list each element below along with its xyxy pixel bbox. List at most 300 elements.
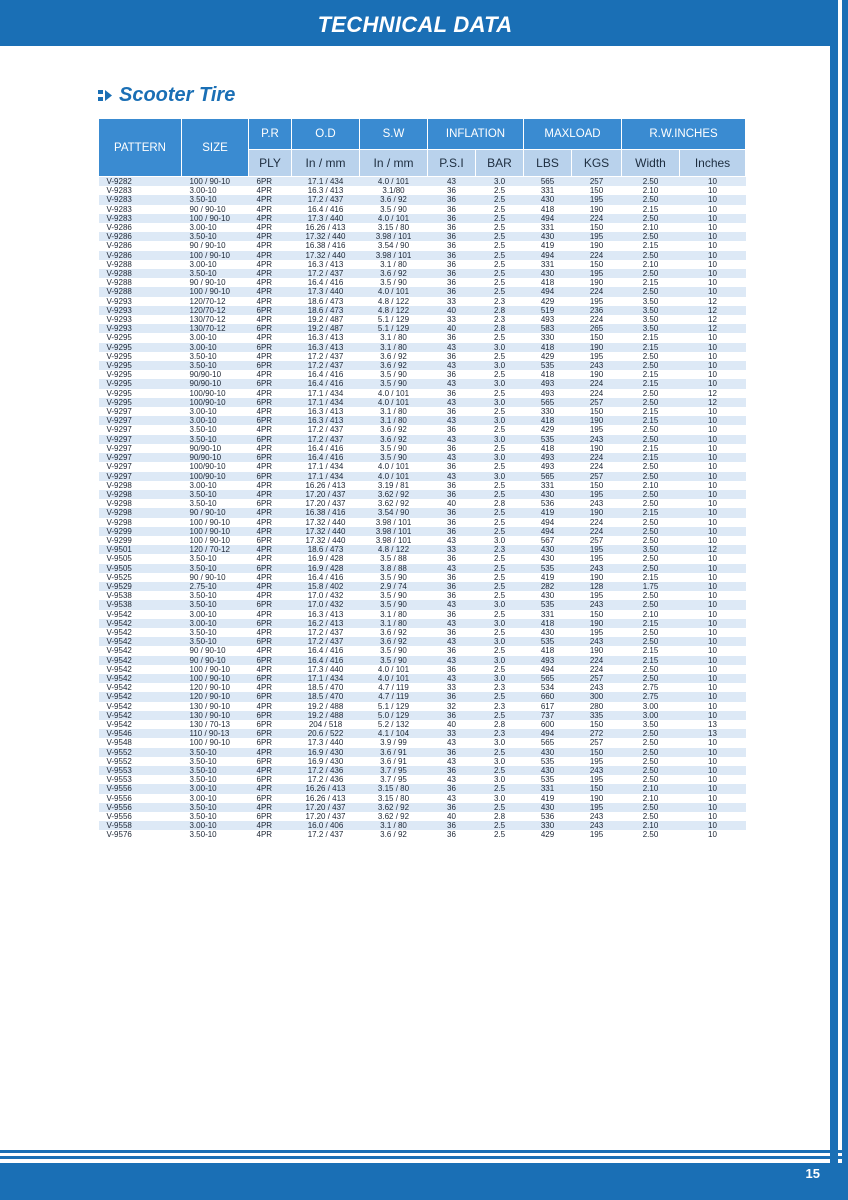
- cell-ply: 6PR: [249, 794, 292, 803]
- cell-pattern: V-9297: [99, 425, 182, 434]
- cell-sw: 3.98 / 101: [360, 251, 428, 260]
- cell-inches: 12: [680, 324, 746, 333]
- cell-bar: 3.0: [476, 674, 524, 683]
- cell-kgs: 243: [572, 564, 622, 573]
- cell-lbs: 430: [524, 269, 572, 278]
- cell-size: 100 / 90-10: [182, 665, 249, 674]
- cell-lbs: 565: [524, 177, 572, 187]
- cell-kgs: 150: [572, 610, 622, 619]
- cell-kgs: 195: [572, 269, 622, 278]
- cell-width: 3.50: [622, 297, 680, 306]
- cell-inches: 10: [680, 582, 746, 591]
- cell-inches: 10: [680, 591, 746, 600]
- cell-lbs: 660: [524, 692, 572, 701]
- cell-pattern: V-9298: [99, 518, 182, 527]
- cell-sw: 3.1 / 80: [360, 260, 428, 269]
- cell-psi: 36: [428, 425, 476, 434]
- cell-kgs: 224: [572, 527, 622, 536]
- cell-sw: 3.15 / 80: [360, 784, 428, 793]
- cell-od: 17.0 / 432: [292, 591, 360, 600]
- cell-kgs: 190: [572, 508, 622, 517]
- cell-inches: 10: [680, 518, 746, 527]
- cell-ply: 4PR: [249, 610, 292, 619]
- table-row: [99, 527, 746, 536]
- cell-pattern: V-9297: [99, 416, 182, 425]
- cell-od: 17.3 / 440: [292, 738, 360, 747]
- cell-lbs: 494: [524, 729, 572, 738]
- cell-sw: 4.0 / 101: [360, 287, 428, 296]
- cell-psi: 36: [428, 232, 476, 241]
- cell-width: 2.50: [622, 389, 680, 398]
- cell-ply: 4PR: [249, 333, 292, 342]
- cell-bar: 3.0: [476, 600, 524, 609]
- cell-bar: 3.0: [476, 775, 524, 784]
- cell-inches: 10: [680, 794, 746, 803]
- table-row: [99, 297, 746, 306]
- cell-kgs: 195: [572, 195, 622, 204]
- subheader-lbs: LBS: [524, 150, 572, 177]
- cell-psi: 36: [428, 665, 476, 674]
- cell-psi: 36: [428, 389, 476, 398]
- cell-lbs: 430: [524, 554, 572, 563]
- cell-bar: 2.5: [476, 425, 524, 434]
- cell-inches: 10: [680, 361, 746, 370]
- cell-width: 3.50: [622, 315, 680, 324]
- cell-pattern: V-9542: [99, 702, 182, 711]
- cell-lbs: 430: [524, 766, 572, 775]
- cell-inches: 10: [680, 241, 746, 250]
- cell-bar: 2.5: [476, 803, 524, 812]
- cell-size: 3.50-10: [182, 830, 249, 839]
- cell-od: 16.4 / 416: [292, 205, 360, 214]
- cell-size: 3.00-10: [182, 481, 249, 490]
- cell-sw: 3.6 / 92: [360, 425, 428, 434]
- cell-kgs: 224: [572, 315, 622, 324]
- cell-width: 2.15: [622, 573, 680, 582]
- cell-sw: 3.62 / 92: [360, 803, 428, 812]
- table-row: [99, 389, 746, 398]
- cell-psi: 36: [428, 195, 476, 204]
- cell-ply: 6PR: [249, 812, 292, 821]
- cell-kgs: 195: [572, 297, 622, 306]
- cell-kgs: 150: [572, 748, 622, 757]
- cell-lbs: 535: [524, 435, 572, 444]
- table-row: [99, 757, 746, 766]
- cell-width: 2.50: [622, 591, 680, 600]
- cell-pattern: V-9542: [99, 720, 182, 729]
- cell-lbs: 429: [524, 352, 572, 361]
- cell-psi: 43: [428, 794, 476, 803]
- cell-size: 100 / 90-10: [182, 287, 249, 296]
- cell-od: 18.6 / 473: [292, 297, 360, 306]
- cell-size: 120/70-12: [182, 297, 249, 306]
- cell-ply: 4PR: [249, 195, 292, 204]
- table-row: [99, 692, 746, 701]
- cell-psi: 36: [428, 260, 476, 269]
- cell-sw: 3.1 / 80: [360, 610, 428, 619]
- cell-psi: 36: [428, 692, 476, 701]
- cell-width: 2.50: [622, 628, 680, 637]
- cell-sw: 3.6 / 91: [360, 748, 428, 757]
- cell-psi: 40: [428, 499, 476, 508]
- cell-psi: 36: [428, 287, 476, 296]
- cell-ply: 6PR: [249, 453, 292, 462]
- cell-bar: 2.5: [476, 241, 524, 250]
- cell-bar: 2.5: [476, 610, 524, 619]
- cell-size: 100 / 90-10: [182, 738, 249, 747]
- cell-inches: 10: [680, 223, 746, 232]
- cell-bar: 3.0: [476, 435, 524, 444]
- cell-psi: 43: [428, 177, 476, 187]
- cell-od: 17.2 / 437: [292, 637, 360, 646]
- table-row: [99, 407, 746, 416]
- cell-bar: 3.0: [476, 472, 524, 481]
- cell-od: 16.9 / 430: [292, 748, 360, 757]
- cell-sw: 3.7 / 95: [360, 766, 428, 775]
- cell-psi: 33: [428, 297, 476, 306]
- cell-od: 16.3 / 413: [292, 333, 360, 342]
- table-row: [99, 343, 746, 352]
- cell-width: 3.00: [622, 711, 680, 720]
- cell-psi: 36: [428, 508, 476, 517]
- cell-inches: 10: [680, 490, 746, 499]
- cell-width: 2.15: [622, 241, 680, 250]
- cell-inches: 10: [680, 619, 746, 628]
- cell-od: 16.0 / 406: [292, 821, 360, 830]
- table-row: [99, 729, 746, 738]
- cell-ply: 4PR: [249, 186, 292, 195]
- cell-pattern: V-9542: [99, 628, 182, 637]
- cell-psi: 43: [428, 361, 476, 370]
- cell-lbs: 419: [524, 573, 572, 582]
- cell-size: 3.50-10: [182, 564, 249, 573]
- cell-lbs: 430: [524, 545, 572, 554]
- table-row: [99, 379, 746, 388]
- cell-lbs: 536: [524, 499, 572, 508]
- cell-sw: 4.0 / 101: [360, 462, 428, 471]
- cell-pattern: V-9293: [99, 297, 182, 306]
- cell-psi: 43: [428, 343, 476, 352]
- cell-pattern: V-9552: [99, 757, 182, 766]
- cell-lbs: 535: [524, 564, 572, 573]
- cell-size: 3.50-10: [182, 435, 249, 444]
- cell-inches: 10: [680, 683, 746, 692]
- cell-od: 17.2 / 437: [292, 361, 360, 370]
- table-row: [99, 545, 746, 554]
- cell-sw: 4.1 / 104: [360, 729, 428, 738]
- cell-psi: 36: [428, 444, 476, 453]
- cell-lbs: 583: [524, 324, 572, 333]
- cell-psi: 36: [428, 784, 476, 793]
- cell-bar: 2.5: [476, 518, 524, 527]
- table-row: [99, 324, 746, 333]
- cell-od: 16.4 / 416: [292, 656, 360, 665]
- cell-psi: 33: [428, 545, 476, 554]
- cell-sw: 3.15 / 80: [360, 794, 428, 803]
- cell-od: 204 / 518: [292, 720, 360, 729]
- cell-od: 16.3 / 413: [292, 416, 360, 425]
- cell-lbs: 429: [524, 830, 572, 839]
- cell-bar: 2.5: [476, 554, 524, 563]
- cell-lbs: 430: [524, 628, 572, 637]
- table-row: [99, 702, 746, 711]
- cell-size: 3.50-10: [182, 766, 249, 775]
- table-row: [99, 315, 746, 324]
- cell-inches: 10: [680, 830, 746, 839]
- cell-pattern: V-9542: [99, 646, 182, 655]
- cell-size: 90 / 90-10: [182, 656, 249, 665]
- cell-inches: 10: [680, 278, 746, 287]
- cell-kgs: 224: [572, 214, 622, 223]
- cell-od: 16.4 / 416: [292, 573, 360, 582]
- cell-ply: 4PR: [249, 315, 292, 324]
- cell-lbs: 331: [524, 223, 572, 232]
- cell-kgs: 195: [572, 830, 622, 839]
- cell-kgs: 128: [572, 582, 622, 591]
- cell-pattern: V-9556: [99, 794, 182, 803]
- subheader-bar: BAR: [476, 150, 524, 177]
- cell-sw: 5.1 / 129: [360, 315, 428, 324]
- header-rw-inches: R.W.INCHES: [622, 119, 746, 150]
- cell-inches: 10: [680, 812, 746, 821]
- cell-lbs: 430: [524, 591, 572, 600]
- right-edge-stripe-gap: [838, 0, 842, 1200]
- cell-psi: 36: [428, 251, 476, 260]
- cell-psi: 43: [428, 775, 476, 784]
- cell-lbs: 419: [524, 508, 572, 517]
- cell-od: 17.1 / 434: [292, 389, 360, 398]
- cell-pattern: V-9282: [99, 177, 182, 187]
- cell-psi: 36: [428, 352, 476, 361]
- cell-pattern: V-9288: [99, 269, 182, 278]
- cell-pattern: V-9293: [99, 324, 182, 333]
- cell-kgs: 300: [572, 692, 622, 701]
- cell-inches: 10: [680, 370, 746, 379]
- cell-pattern: V-9556: [99, 784, 182, 793]
- cell-size: 3.50-10: [182, 195, 249, 204]
- table-row: [99, 821, 746, 830]
- cell-pattern: V-9542: [99, 692, 182, 701]
- cell-ply: 4PR: [249, 527, 292, 536]
- cell-bar: 2.5: [476, 444, 524, 453]
- cell-pattern: V-9286: [99, 251, 182, 260]
- cell-lbs: 331: [524, 481, 572, 490]
- cell-bar: 2.5: [476, 784, 524, 793]
- cell-psi: 43: [428, 398, 476, 407]
- cell-psi: 36: [428, 610, 476, 619]
- cell-lbs: 418: [524, 444, 572, 453]
- cell-width: 2.50: [622, 830, 680, 839]
- cell-ply: 4PR: [249, 389, 292, 398]
- cell-lbs: 535: [524, 637, 572, 646]
- cell-ply: 6PR: [249, 361, 292, 370]
- cell-ply: 6PR: [249, 656, 292, 665]
- cell-lbs: 493: [524, 462, 572, 471]
- cell-bar: 2.5: [476, 508, 524, 517]
- cell-inches: 10: [680, 554, 746, 563]
- cell-pattern: V-9295: [99, 352, 182, 361]
- cell-width: 2.50: [622, 738, 680, 747]
- cell-od: 17.20 / 437: [292, 499, 360, 508]
- cell-sw: 3.6 / 92: [360, 637, 428, 646]
- cell-size: 3.50-10: [182, 490, 249, 499]
- cell-psi: 36: [428, 766, 476, 775]
- cell-od: 17.3 / 440: [292, 287, 360, 296]
- cell-kgs: 243: [572, 435, 622, 444]
- cell-inches: 10: [680, 177, 746, 187]
- cell-od: 18.6 / 473: [292, 306, 360, 315]
- cell-pattern: V-9542: [99, 637, 182, 646]
- cell-size: 100 / 90-10: [182, 214, 249, 223]
- cell-lbs: 331: [524, 260, 572, 269]
- cell-size: 3.50-10: [182, 628, 249, 637]
- cell-sw: 3.7 / 95: [360, 775, 428, 784]
- cell-pattern: V-9542: [99, 619, 182, 628]
- cell-bar: 2.8: [476, 499, 524, 508]
- cell-size: 100 / 90-10: [182, 527, 249, 536]
- table-row: [99, 508, 746, 517]
- cell-psi: 33: [428, 683, 476, 692]
- cell-size: 90 / 90-10: [182, 573, 249, 582]
- cell-size: 3.00-10: [182, 343, 249, 352]
- cell-ply: 4PR: [249, 784, 292, 793]
- cell-kgs: 190: [572, 205, 622, 214]
- cell-ply: 6PR: [249, 738, 292, 747]
- cell-psi: 36: [428, 407, 476, 416]
- cell-kgs: 195: [572, 425, 622, 434]
- cell-kgs: 243: [572, 637, 622, 646]
- cell-pattern: V-9542: [99, 610, 182, 619]
- table-row: [99, 306, 746, 315]
- cell-ply: 4PR: [249, 462, 292, 471]
- cell-pattern: V-9525: [99, 573, 182, 582]
- cell-od: 19.2 / 488: [292, 711, 360, 720]
- cell-width: 2.50: [622, 518, 680, 527]
- table-row: [99, 573, 746, 582]
- cell-size: 120/70-12: [182, 306, 249, 315]
- cell-pattern: V-9501: [99, 545, 182, 554]
- cell-ply: 4PR: [249, 748, 292, 757]
- cell-inches: 10: [680, 260, 746, 269]
- cell-ply: 6PR: [249, 637, 292, 646]
- cell-sw: 3.98 / 101: [360, 518, 428, 527]
- cell-bar: 2.5: [476, 711, 524, 720]
- cell-sw: 3.5 / 90: [360, 278, 428, 287]
- table-row: [99, 287, 746, 296]
- cell-psi: 43: [428, 738, 476, 747]
- cell-kgs: 150: [572, 481, 622, 490]
- cell-psi: 43: [428, 379, 476, 388]
- cell-width: 2.15: [622, 444, 680, 453]
- cell-kgs: 190: [572, 619, 622, 628]
- table-row: [99, 637, 746, 646]
- cell-od: 19.2 / 487: [292, 324, 360, 333]
- cell-lbs: 331: [524, 610, 572, 619]
- cell-inches: 10: [680, 803, 746, 812]
- cell-size: 3.50-10: [182, 637, 249, 646]
- subheader-psi: P.S.I: [428, 150, 476, 177]
- cell-kgs: 150: [572, 260, 622, 269]
- cell-width: 2.50: [622, 195, 680, 204]
- cell-sw: 3.9 / 99: [360, 738, 428, 747]
- cell-sw: 3.1 / 80: [360, 407, 428, 416]
- cell-bar: 2.3: [476, 545, 524, 554]
- cell-ply: 6PR: [249, 692, 292, 701]
- cell-kgs: 257: [572, 674, 622, 683]
- cell-width: 2.50: [622, 757, 680, 766]
- cell-width: 2.15: [622, 646, 680, 655]
- cell-size: 110 / 90-13: [182, 729, 249, 738]
- cell-psi: 36: [428, 205, 476, 214]
- cell-inches: 12: [680, 297, 746, 306]
- cell-kgs: 224: [572, 665, 622, 674]
- cell-kgs: 224: [572, 389, 622, 398]
- cell-width: 2.15: [622, 407, 680, 416]
- cell-size: 130 / 90-10: [182, 702, 249, 711]
- cell-psi: 43: [428, 757, 476, 766]
- cell-pattern: V-9298: [99, 499, 182, 508]
- cell-lbs: 429: [524, 425, 572, 434]
- cell-ply: 6PR: [249, 711, 292, 720]
- cell-sw: 4.0 / 101: [360, 214, 428, 223]
- cell-ply: 4PR: [249, 260, 292, 269]
- page-title: TECHNICAL DATA: [317, 12, 513, 37]
- cell-od: 17.32 / 440: [292, 251, 360, 260]
- cell-bar: 3.0: [476, 619, 524, 628]
- cell-inches: 12: [680, 389, 746, 398]
- cell-bar: 3.0: [476, 453, 524, 462]
- cell-sw: 3.62 / 92: [360, 499, 428, 508]
- cell-size: 100 / 90-10: [182, 177, 249, 187]
- cell-size: 3.00-10: [182, 260, 249, 269]
- cell-lbs: 418: [524, 416, 572, 425]
- footer-band: [0, 1163, 848, 1200]
- cell-pattern: V-9288: [99, 287, 182, 296]
- cell-sw: 3.6 / 92: [360, 830, 428, 839]
- cell-od: 16.9 / 430: [292, 757, 360, 766]
- cell-ply: 6PR: [249, 435, 292, 444]
- table-row: [99, 453, 746, 462]
- subheader-kgs: KGS: [572, 150, 622, 177]
- cell-inches: 10: [680, 416, 746, 425]
- cell-psi: 43: [428, 416, 476, 425]
- cell-width: 3.50: [622, 324, 680, 333]
- cell-bar: 2.5: [476, 830, 524, 839]
- cell-psi: 36: [428, 186, 476, 195]
- cell-pattern: V-9297: [99, 453, 182, 462]
- cell-ply: 4PR: [249, 352, 292, 361]
- cell-bar: 2.8: [476, 812, 524, 821]
- cell-kgs: 190: [572, 343, 622, 352]
- table-row: [99, 481, 746, 490]
- cell-psi: 33: [428, 729, 476, 738]
- cell-width: 2.10: [622, 794, 680, 803]
- cell-od: 17.1 / 434: [292, 462, 360, 471]
- table-row: [99, 462, 746, 471]
- cell-kgs: 257: [572, 177, 622, 187]
- cell-psi: 36: [428, 333, 476, 342]
- cell-pattern: V-9552: [99, 748, 182, 757]
- cell-width: 2.15: [622, 333, 680, 342]
- cell-sw: 3.5 / 90: [360, 379, 428, 388]
- cell-bar: 2.5: [476, 269, 524, 278]
- cell-lbs: 519: [524, 306, 572, 315]
- cell-size: 90/90-10: [182, 370, 249, 379]
- cell-psi: 43: [428, 600, 476, 609]
- cell-size: 3.00-10: [182, 186, 249, 195]
- cell-ply: 6PR: [249, 536, 292, 545]
- cell-ply: 6PR: [249, 324, 292, 333]
